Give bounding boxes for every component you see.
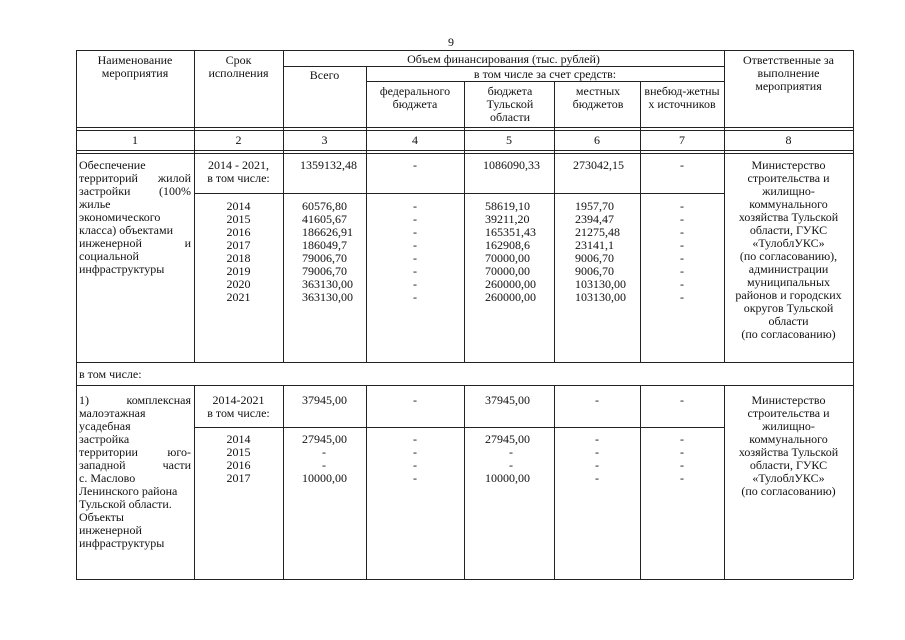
row2-period: 2014-2021 в том числе: (207, 393, 270, 420)
col-number-3: 3 (321, 133, 328, 147)
row2-local: - (595, 393, 599, 407)
row2-year-extra: - - - - (680, 432, 684, 485)
col-number-7: 7 (679, 133, 685, 147)
col-number-8: 8 (785, 133, 792, 147)
header-total: Всего (309, 68, 340, 82)
row1-name: Обеспечение территорий жилой застройки (100% жилье экономического класса) объектами инженерной и социальной инфраструктуры (79, 158, 191, 276)
row1-period: 2014 - 2021, в том числе: (207, 158, 270, 185)
col-number-2: 2 (235, 133, 242, 147)
row1-year-federal: - - - - - - - - (413, 199, 417, 304)
row2-regional: 37945,00 (485, 393, 530, 407)
col-border-2b (283, 385, 284, 579)
row1-period-line (194, 193, 724, 194)
header-regional: бюджета Тульской области (486, 84, 534, 124)
col-number-1: 1 (132, 133, 138, 147)
sources-header-line (366, 81, 724, 82)
col-border-7b (724, 385, 725, 579)
row1-year-totals: 60576,80 41605,67 186626,91 186049,7 79006,70 79006,70 363130,00 363130,00 (302, 199, 353, 304)
page-number: 9 (448, 35, 454, 49)
col-border-1a (194, 50, 195, 362)
row2-year-totals: 27945,00 - - 10000,00 (302, 432, 347, 485)
row1-year-local: 1957,70 2394,47 21275,48 23141,1 9006,70 9006,70 103130,00 103130,00 (575, 199, 626, 304)
header-local: местных бюджетов (572, 84, 624, 111)
row1-year-regional: 58619,10 39211,20 165351,43 162908,6 70000,00 70000,00 260000,00 260000,00 (485, 199, 536, 304)
header-funding: Объем финансирования (тыс. рублей) (407, 52, 600, 66)
col-border-1b (194, 385, 195, 579)
row2-period-line (194, 427, 724, 428)
row1-years: 2014 2015 2016 2017 2018 2019 2020 2021 (226, 199, 251, 304)
col-number-5: 5 (506, 133, 512, 147)
col-border-8 (853, 50, 854, 579)
col-border-4a (464, 81, 465, 362)
row1-total: 1359132,48 (300, 158, 357, 172)
row1-year-extra: - - - - - - - - (680, 199, 684, 304)
row2-year-local: - - - - (595, 432, 599, 485)
row2-federal: - (413, 393, 417, 407)
col-border-4b (464, 385, 465, 579)
row2-years: 2014 2015 2016 2017 (226, 432, 251, 485)
col-border-5a (554, 81, 555, 362)
row2-year-federal: - - - - (413, 432, 417, 485)
row2-name: 1) комплексная малоэтажная усадебная застройка территории юго- западной части с. Маслово Ленинского района Тульской области. Объекты инженерной инфраструктуры (79, 393, 191, 550)
row1-regional: 1086090,33 (483, 158, 540, 172)
col-border-2a (283, 50, 284, 362)
including-label: в том числе: (79, 367, 142, 381)
row1-responsible: Министерство строительства и жилищно- коммунального хозяйства Тульской области, ГУКС «ТулоблУКС» (по согласованию), администрации муниципальных районов и городских округов Тульской области (по согласованию) (735, 158, 842, 341)
header-including: в том числе за счет средств: (473, 67, 617, 81)
header-term: Срок исполнения (208, 53, 269, 80)
row1-local: 273042,15 (573, 158, 624, 172)
row2-total: 37945,00 (302, 393, 347, 407)
row1-bottom-line (76, 362, 853, 363)
row2-year-regional: 27945,00 - - 10000,00 (485, 432, 530, 485)
col-border-0 (76, 50, 77, 579)
table-bottom-border (76, 579, 853, 580)
row2-responsible: Министерство строительства и жилищно- коммунального хозяйства Тульской области, ГУКС «ТулоблУКС» (по согласованию) (738, 393, 839, 498)
col-number-4: 4 (412, 133, 418, 147)
row2-extra: - (680, 393, 684, 407)
header-federal: федерального бюджета (379, 84, 451, 111)
header-name: Наименование мероприятия (97, 53, 173, 80)
col-border-7a (724, 50, 725, 362)
row1-federal: - (413, 158, 417, 172)
table-top-border (76, 50, 853, 51)
row1-extra: - (680, 158, 684, 172)
header-extra: внебюд-жетных источников (644, 84, 720, 111)
header-responsible: Ответственные за выполнение мероприятия (742, 53, 834, 93)
col-number-6: 6 (594, 133, 600, 147)
